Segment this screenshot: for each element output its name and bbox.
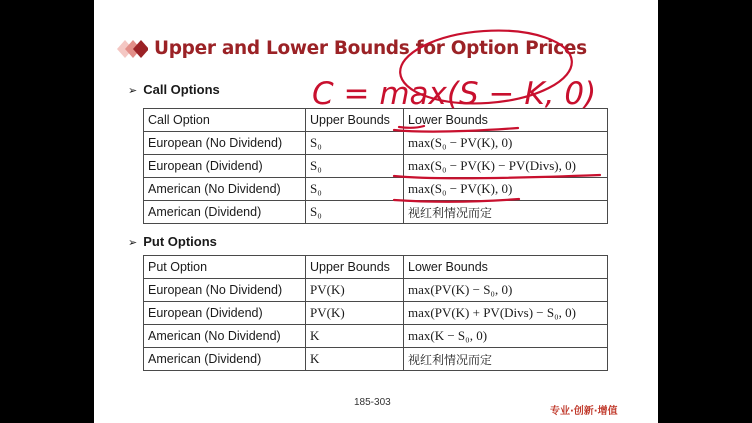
page-number: 185-303 [354, 397, 391, 408]
call-options-heading [128, 82, 220, 97]
table-header-cell: Put Option [144, 256, 306, 279]
table-cell: max(K − S₀, 0) [404, 325, 608, 348]
table-header-row [144, 109, 608, 132]
table-cell: max(S₀ − PV(K) − PV(Divs), 0) [404, 155, 608, 178]
table-cell: American (Dividend) [144, 201, 306, 224]
table-cell: European (No Dividend) [144, 279, 306, 302]
table-cell: S₀ [306, 201, 404, 224]
arrow-bullet-icon: ➢ [128, 85, 138, 97]
table-header-row [144, 256, 608, 279]
table-header-cell: Lower Bounds [404, 109, 608, 132]
table-cell: S₀ [306, 132, 404, 155]
arrow-bullet-icon: ➢ [128, 237, 138, 249]
table-cell: K [306, 348, 404, 371]
table-cell: K [306, 325, 404, 348]
table-row [144, 302, 608, 325]
table-cell: PV(K) [306, 279, 404, 302]
table-cell: American (No Dividend) [144, 325, 306, 348]
call-options-label: Call Options [143, 82, 220, 97]
slide-title: Upper and Lower Bounds for Option Prices [154, 38, 587, 59]
table-cell: European (No Dividend) [144, 132, 306, 155]
table-cell: American (No Dividend) [144, 178, 306, 201]
table-row [144, 201, 608, 224]
table-cell: max(S₀ − PV(K), 0) [404, 178, 608, 201]
table-cell: PV(K) [306, 302, 404, 325]
table-row [144, 132, 608, 155]
table-row [144, 155, 608, 178]
call-options-table [143, 108, 608, 224]
table-cell: 视红利情况而定 [404, 201, 608, 224]
table-cell: European (Dividend) [144, 155, 306, 178]
table-cell: S₀ [306, 178, 404, 201]
put-options-heading [128, 234, 217, 249]
handwritten-formula: C = max(S − K, 0) [312, 76, 597, 112]
table-cell: max(PV(K) + PV(Divs) − S₀, 0) [404, 302, 608, 325]
table-row [144, 325, 608, 348]
table-row [144, 178, 608, 201]
slide [94, 0, 658, 423]
table-cell: max(S₀ − PV(K), 0) [404, 132, 608, 155]
table-cell: max(PV(K) − S₀, 0) [404, 279, 608, 302]
brand-slogan: 专业·创新·增值 [550, 406, 618, 417]
table-header-cell: Lower Bounds [404, 256, 608, 279]
table-row [144, 279, 608, 302]
table-row [144, 348, 608, 371]
table-cell: American (Dividend) [144, 348, 306, 371]
table-header-cell: Call Option [144, 109, 306, 132]
put-options-label: Put Options [143, 234, 217, 249]
table-header-cell: Upper Bounds [306, 256, 404, 279]
table-header-cell: Upper Bounds [306, 109, 404, 132]
table-cell: S₀ [306, 155, 404, 178]
table-cell: 视红利情况而定 [404, 348, 608, 371]
put-options-table [143, 255, 608, 371]
table-cell: European (Dividend) [144, 302, 306, 325]
title-diamonds-icon [108, 36, 148, 62]
